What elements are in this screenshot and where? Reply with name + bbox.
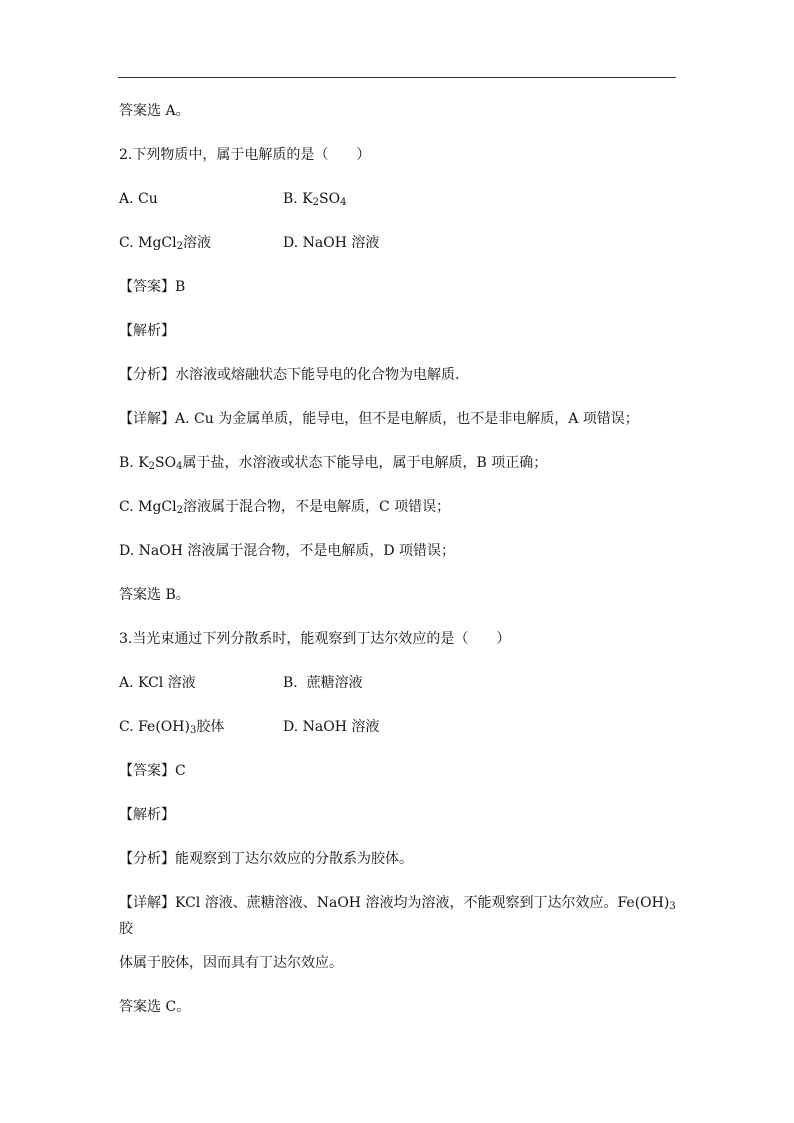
q2-options-row2 [119,230,679,256]
q2-stem: 2.下列物质中，属于电解质的是（ ） [119,147,371,163]
q2-option-d: D. NaOH 溶液 [283,235,380,251]
q1-final-answer: 答案选 A。 [119,103,190,119]
q3-option-b: B. 蔗糖溶液 [283,675,363,691]
q2-options-row1 [119,186,679,212]
q2-xiangjie: 【详解】A. Cu 为金属单质，能导电，但不是电解质，也不是非电解质，A 项错误； [119,411,639,427]
q3-xiangjie-line2: 体属于胶体，因而具有丁达尔效应。 [119,955,343,971]
q2-detail-d: D. NaOH 溶液属于混合物，不是电解质，D 项错误； [119,543,456,559]
q2-detail-b: B. $K_2SO_4$属于盐，水溶液或状态下能导电，属于电解质，B 项正确； [119,455,548,472]
q2-final-answer: 答案选 B。 [119,587,190,603]
q3-stem: 3.当光束通过下列分散系时，能观察到丁达尔效应的是（ ） [119,631,511,647]
q3-analysis-label: 【解析】 [119,807,175,823]
q2-option-b: B. $K_2SO_4$ [283,191,347,208]
q3-xiangjie: 【详解】KCl 溶液、蔗糖溶液、NaOH 溶液均为溶液，不能观察到丁达尔效应。$Fe(OH)_3$胶 [119,895,676,937]
q3-answer: 【答案】C [119,763,186,779]
q3-option-a: A. KCl 溶液 [119,675,196,691]
q3-options-row2 [119,714,679,740]
q2-analysis-label: 【解析】 [119,323,175,339]
q2-option-c: C. MgCl$_2$溶液 [119,235,211,252]
q3-final-answer: 答案选 C。 [119,999,191,1015]
q3-option-c: C. $Fe(OH)_3$胶体 [119,719,225,736]
q2-fenxi: 【分析】水溶液或熔融状态下能导电的化合物为电解质. [119,367,460,383]
q2-answer: 【答案】B [119,279,186,295]
q3-options-row1 [119,670,679,696]
header-rule [118,77,676,78]
document-body [119,98,679,1038]
q2-option-a: A. Cu [119,191,158,207]
q3-option-d: D. NaOH 溶液 [283,719,380,735]
q2-detail-c: C. MgCl$_2$溶液属于混合物，不是电解质，C 项错误； [119,499,451,516]
q3-fenxi: 【分析】能观察到丁达尔效应的分散系为胶体。 [119,851,413,867]
